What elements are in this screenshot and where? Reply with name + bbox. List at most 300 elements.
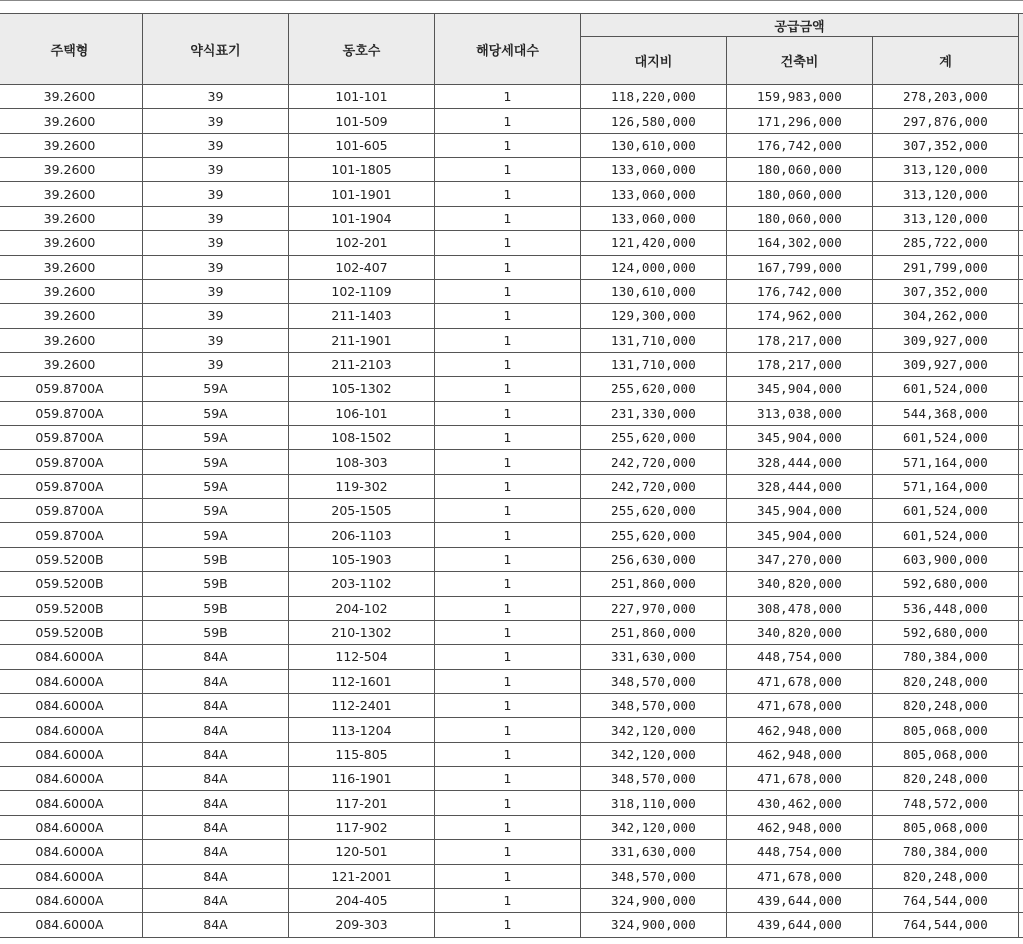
cell-land-cost: 242,720,000 bbox=[581, 474, 727, 498]
cell-extra bbox=[1019, 888, 1023, 912]
cell-land-cost: 318,110,000 bbox=[581, 791, 727, 815]
cell-building-cost: 178,217,000 bbox=[727, 352, 873, 376]
cell-building-cost: 180,060,000 bbox=[727, 182, 873, 206]
cell-total: 805,068,000 bbox=[873, 742, 1019, 766]
cell-households: 1 bbox=[435, 596, 581, 620]
cell-unit-no: 102-407 bbox=[289, 255, 435, 279]
cell-housing-type: 084.6000A bbox=[0, 791, 143, 815]
cell-building-cost: 164,302,000 bbox=[727, 231, 873, 255]
cell-total: 820,248,000 bbox=[873, 767, 1019, 791]
cell-land-cost: 133,060,000 bbox=[581, 182, 727, 206]
table-row bbox=[0, 864, 1023, 888]
cell-building-cost: 439,644,000 bbox=[727, 888, 873, 912]
cell-households: 1 bbox=[435, 182, 581, 206]
cell-total: 313,120,000 bbox=[873, 158, 1019, 182]
table-row bbox=[0, 742, 1023, 766]
cell-unit-no: 108-1502 bbox=[289, 426, 435, 450]
cell-building-cost: 345,904,000 bbox=[727, 523, 873, 547]
header-land-cost: 대지비 bbox=[581, 37, 727, 85]
cell-total: 297,876,000 bbox=[873, 109, 1019, 133]
cell-extra bbox=[1019, 352, 1023, 376]
cell-short-label: 84A bbox=[143, 864, 289, 888]
table-row bbox=[0, 133, 1023, 157]
cell-building-cost: 178,217,000 bbox=[727, 328, 873, 352]
cell-building-cost: 448,754,000 bbox=[727, 840, 873, 864]
table-row bbox=[0, 182, 1023, 206]
cell-building-cost: 340,820,000 bbox=[727, 572, 873, 596]
table-row bbox=[0, 547, 1023, 571]
cell-unit-no: 211-2103 bbox=[289, 352, 435, 376]
cell-land-cost: 242,720,000 bbox=[581, 450, 727, 474]
cell-unit-no: 206-1103 bbox=[289, 523, 435, 547]
header-supply-price: 공급금액 bbox=[581, 14, 1019, 37]
cell-extra bbox=[1019, 620, 1023, 644]
cell-unit-no: 117-902 bbox=[289, 815, 435, 839]
cell-total: 309,927,000 bbox=[873, 328, 1019, 352]
table-row bbox=[0, 109, 1023, 133]
cell-short-label: 39 bbox=[143, 352, 289, 376]
cell-unit-no: 102-201 bbox=[289, 231, 435, 255]
cell-extra bbox=[1019, 109, 1023, 133]
cell-building-cost: 471,678,000 bbox=[727, 669, 873, 693]
cell-total: 544,368,000 bbox=[873, 401, 1019, 425]
cell-households: 1 bbox=[435, 718, 581, 742]
cell-land-cost: 255,620,000 bbox=[581, 499, 727, 523]
cell-households: 1 bbox=[435, 572, 581, 596]
table-row bbox=[0, 620, 1023, 644]
cell-land-cost: 129,300,000 bbox=[581, 304, 727, 328]
cell-total: 536,448,000 bbox=[873, 596, 1019, 620]
cell-unit-no: 101-1805 bbox=[289, 158, 435, 182]
cell-land-cost: 130,610,000 bbox=[581, 133, 727, 157]
cell-total: 601,524,000 bbox=[873, 377, 1019, 401]
cell-land-cost: 126,580,000 bbox=[581, 109, 727, 133]
cell-households: 1 bbox=[435, 620, 581, 644]
cell-total: 304,262,000 bbox=[873, 304, 1019, 328]
cell-housing-type: 059.5200B bbox=[0, 596, 143, 620]
cell-unit-no: 121-2001 bbox=[289, 864, 435, 888]
cell-extra bbox=[1019, 328, 1023, 352]
cell-housing-type: 39.2600 bbox=[0, 133, 143, 157]
cell-unit-no: 211-1901 bbox=[289, 328, 435, 352]
cell-total: 603,900,000 bbox=[873, 547, 1019, 571]
cell-extra bbox=[1019, 669, 1023, 693]
cell-land-cost: 342,120,000 bbox=[581, 718, 727, 742]
cell-short-label: 84A bbox=[143, 669, 289, 693]
cell-total: 278,203,000 bbox=[873, 85, 1019, 109]
cell-housing-type: 084.6000A bbox=[0, 669, 143, 693]
cell-building-cost: 159,983,000 bbox=[727, 85, 873, 109]
cell-unit-no: 102-1109 bbox=[289, 279, 435, 303]
cell-short-label: 59B bbox=[143, 596, 289, 620]
cell-housing-type: 39.2600 bbox=[0, 206, 143, 230]
cell-building-cost: 462,948,000 bbox=[727, 742, 873, 766]
cell-short-label: 59B bbox=[143, 547, 289, 571]
cell-unit-no: 101-605 bbox=[289, 133, 435, 157]
cell-total: 748,572,000 bbox=[873, 791, 1019, 815]
table-row bbox=[0, 206, 1023, 230]
cell-short-label: 59B bbox=[143, 572, 289, 596]
cell-unit-no: 112-2401 bbox=[289, 693, 435, 717]
cell-housing-type: 084.6000A bbox=[0, 767, 143, 791]
cell-total: 805,068,000 bbox=[873, 815, 1019, 839]
cell-building-cost: 313,038,000 bbox=[727, 401, 873, 425]
cell-households: 1 bbox=[435, 693, 581, 717]
cell-unit-no: 210-1302 bbox=[289, 620, 435, 644]
cell-short-label: 39 bbox=[143, 279, 289, 303]
cell-short-label: 84A bbox=[143, 815, 289, 839]
supply-price-table bbox=[0, 13, 1023, 938]
cell-building-cost: 439,644,000 bbox=[727, 913, 873, 937]
cell-total: 764,544,000 bbox=[873, 913, 1019, 937]
cell-short-label: 39 bbox=[143, 109, 289, 133]
cell-households: 1 bbox=[435, 669, 581, 693]
cell-extra bbox=[1019, 426, 1023, 450]
cell-total: 820,248,000 bbox=[873, 669, 1019, 693]
cell-housing-type: 39.2600 bbox=[0, 279, 143, 303]
cell-unit-no: 204-102 bbox=[289, 596, 435, 620]
cell-extra bbox=[1019, 767, 1023, 791]
cell-building-cost: 345,904,000 bbox=[727, 499, 873, 523]
cell-land-cost: 131,710,000 bbox=[581, 352, 727, 376]
table-row bbox=[0, 645, 1023, 669]
cell-extra bbox=[1019, 645, 1023, 669]
cell-land-cost: 124,000,000 bbox=[581, 255, 727, 279]
cell-building-cost: 176,742,000 bbox=[727, 279, 873, 303]
cell-unit-no: 101-1904 bbox=[289, 206, 435, 230]
cell-unit-no: 203-1102 bbox=[289, 572, 435, 596]
cell-households: 1 bbox=[435, 474, 581, 498]
table-row bbox=[0, 840, 1023, 864]
table-row bbox=[0, 304, 1023, 328]
cell-land-cost: 324,900,000 bbox=[581, 888, 727, 912]
cell-land-cost: 255,620,000 bbox=[581, 523, 727, 547]
table-row bbox=[0, 231, 1023, 255]
cell-housing-type: 39.2600 bbox=[0, 352, 143, 376]
cell-short-label: 39 bbox=[143, 328, 289, 352]
cell-households: 1 bbox=[435, 109, 581, 133]
cell-total: 313,120,000 bbox=[873, 206, 1019, 230]
cell-short-label: 59A bbox=[143, 523, 289, 547]
table-row bbox=[0, 669, 1023, 693]
cell-total: 764,544,000 bbox=[873, 888, 1019, 912]
cell-households: 1 bbox=[435, 450, 581, 474]
cell-short-label: 84A bbox=[143, 913, 289, 937]
cell-short-label: 59A bbox=[143, 426, 289, 450]
cell-extra bbox=[1019, 304, 1023, 328]
table-row bbox=[0, 888, 1023, 912]
cell-short-label: 59A bbox=[143, 474, 289, 498]
cell-total: 780,384,000 bbox=[873, 840, 1019, 864]
table-row bbox=[0, 791, 1023, 815]
cell-extra bbox=[1019, 255, 1023, 279]
cell-land-cost: 118,220,000 bbox=[581, 85, 727, 109]
cell-unit-no: 204-405 bbox=[289, 888, 435, 912]
cell-households: 1 bbox=[435, 547, 581, 571]
table-row bbox=[0, 572, 1023, 596]
cell-building-cost: 176,742,000 bbox=[727, 133, 873, 157]
cell-households: 1 bbox=[435, 255, 581, 279]
cell-total: 309,927,000 bbox=[873, 352, 1019, 376]
cell-housing-type: 084.6000A bbox=[0, 864, 143, 888]
cell-land-cost: 256,630,000 bbox=[581, 547, 727, 571]
cell-housing-type: 084.6000A bbox=[0, 718, 143, 742]
cell-households: 1 bbox=[435, 791, 581, 815]
cell-land-cost: 231,330,000 bbox=[581, 401, 727, 425]
cell-extra bbox=[1019, 231, 1023, 255]
cell-land-cost: 348,570,000 bbox=[581, 693, 727, 717]
table-row bbox=[0, 85, 1023, 109]
cell-total: 313,120,000 bbox=[873, 182, 1019, 206]
cell-short-label: 84A bbox=[143, 767, 289, 791]
cell-land-cost: 130,610,000 bbox=[581, 279, 727, 303]
cell-households: 1 bbox=[435, 231, 581, 255]
cell-extra bbox=[1019, 206, 1023, 230]
cell-building-cost: 171,296,000 bbox=[727, 109, 873, 133]
cell-building-cost: 345,904,000 bbox=[727, 377, 873, 401]
header-extra-column bbox=[1019, 14, 1023, 85]
cell-short-label: 39 bbox=[143, 182, 289, 206]
cell-unit-no: 105-1903 bbox=[289, 547, 435, 571]
cell-housing-type: 39.2600 bbox=[0, 231, 143, 255]
cell-short-label: 59B bbox=[143, 620, 289, 644]
cell-households: 1 bbox=[435, 206, 581, 230]
cell-total: 592,680,000 bbox=[873, 620, 1019, 644]
cell-unit-no: 209-303 bbox=[289, 913, 435, 937]
cell-extra bbox=[1019, 158, 1023, 182]
cell-total: 601,524,000 bbox=[873, 499, 1019, 523]
header-short-label: 약식표기 bbox=[143, 14, 289, 85]
cell-short-label: 59A bbox=[143, 450, 289, 474]
cell-extra bbox=[1019, 596, 1023, 620]
cell-short-label: 39 bbox=[143, 255, 289, 279]
cell-housing-type: 059.8700A bbox=[0, 377, 143, 401]
cell-extra bbox=[1019, 377, 1023, 401]
cell-households: 1 bbox=[435, 352, 581, 376]
cell-building-cost: 345,904,000 bbox=[727, 426, 873, 450]
cell-households: 1 bbox=[435, 304, 581, 328]
cell-extra bbox=[1019, 791, 1023, 815]
table-row bbox=[0, 499, 1023, 523]
cell-total: 601,524,000 bbox=[873, 426, 1019, 450]
cell-extra bbox=[1019, 742, 1023, 766]
cell-unit-no: 119-302 bbox=[289, 474, 435, 498]
cell-land-cost: 131,710,000 bbox=[581, 328, 727, 352]
cell-total: 571,164,000 bbox=[873, 474, 1019, 498]
cell-building-cost: 174,962,000 bbox=[727, 304, 873, 328]
cell-building-cost: 462,948,000 bbox=[727, 815, 873, 839]
cell-extra bbox=[1019, 474, 1023, 498]
cell-extra bbox=[1019, 499, 1023, 523]
table-row bbox=[0, 255, 1023, 279]
cell-total: 571,164,000 bbox=[873, 450, 1019, 474]
table-body bbox=[0, 85, 1023, 938]
cell-unit-no: 211-1403 bbox=[289, 304, 435, 328]
cell-extra bbox=[1019, 864, 1023, 888]
cell-households: 1 bbox=[435, 815, 581, 839]
cell-households: 1 bbox=[435, 913, 581, 937]
cell-households: 1 bbox=[435, 840, 581, 864]
cell-total: 820,248,000 bbox=[873, 864, 1019, 888]
table-row bbox=[0, 426, 1023, 450]
cell-housing-type: 084.6000A bbox=[0, 913, 143, 937]
cell-land-cost: 342,120,000 bbox=[581, 742, 727, 766]
cell-households: 1 bbox=[435, 401, 581, 425]
cell-housing-type: 084.6000A bbox=[0, 693, 143, 717]
cell-extra bbox=[1019, 693, 1023, 717]
header-housing-type: 주택형 bbox=[0, 14, 143, 85]
cell-extra bbox=[1019, 182, 1023, 206]
cell-housing-type: 059.8700A bbox=[0, 499, 143, 523]
cell-short-label: 59A bbox=[143, 499, 289, 523]
table-row bbox=[0, 401, 1023, 425]
table-row bbox=[0, 474, 1023, 498]
cell-total: 601,524,000 bbox=[873, 523, 1019, 547]
header-unit-no: 동호수 bbox=[289, 14, 435, 85]
cell-unit-no: 106-101 bbox=[289, 401, 435, 425]
cell-households: 1 bbox=[435, 85, 581, 109]
cell-land-cost: 251,860,000 bbox=[581, 620, 727, 644]
cell-short-label: 39 bbox=[143, 85, 289, 109]
cell-housing-type: 39.2600 bbox=[0, 85, 143, 109]
table-row bbox=[0, 523, 1023, 547]
table-row bbox=[0, 158, 1023, 182]
cell-housing-type: 39.2600 bbox=[0, 109, 143, 133]
cell-households: 1 bbox=[435, 888, 581, 912]
cell-land-cost: 121,420,000 bbox=[581, 231, 727, 255]
table-row bbox=[0, 815, 1023, 839]
cell-housing-type: 39.2600 bbox=[0, 304, 143, 328]
cell-building-cost: 340,820,000 bbox=[727, 620, 873, 644]
cell-land-cost: 133,060,000 bbox=[581, 206, 727, 230]
cell-building-cost: 180,060,000 bbox=[727, 206, 873, 230]
cell-housing-type: 059.8700A bbox=[0, 474, 143, 498]
cell-unit-no: 108-303 bbox=[289, 450, 435, 474]
cell-short-label: 84A bbox=[143, 693, 289, 717]
cell-housing-type: 084.6000A bbox=[0, 888, 143, 912]
cell-unit-no: 205-1505 bbox=[289, 499, 435, 523]
cell-households: 1 bbox=[435, 377, 581, 401]
cell-short-label: 39 bbox=[143, 133, 289, 157]
cell-households: 1 bbox=[435, 279, 581, 303]
cell-extra bbox=[1019, 547, 1023, 571]
cell-building-cost: 328,444,000 bbox=[727, 450, 873, 474]
table-row bbox=[0, 913, 1023, 937]
cell-households: 1 bbox=[435, 742, 581, 766]
cell-land-cost: 227,970,000 bbox=[581, 596, 727, 620]
cell-building-cost: 347,270,000 bbox=[727, 547, 873, 571]
cell-extra bbox=[1019, 85, 1023, 109]
cell-housing-type: 059.5200B bbox=[0, 572, 143, 596]
cell-land-cost: 255,620,000 bbox=[581, 426, 727, 450]
cell-land-cost: 331,630,000 bbox=[581, 645, 727, 669]
cell-land-cost: 331,630,000 bbox=[581, 840, 727, 864]
cell-short-label: 84A bbox=[143, 718, 289, 742]
cell-households: 1 bbox=[435, 426, 581, 450]
cell-land-cost: 342,120,000 bbox=[581, 815, 727, 839]
cell-total: 307,352,000 bbox=[873, 133, 1019, 157]
cell-unit-no: 112-1601 bbox=[289, 669, 435, 693]
cell-unit-no: 101-101 bbox=[289, 85, 435, 109]
table-row bbox=[0, 767, 1023, 791]
cell-housing-type: 059.5200B bbox=[0, 620, 143, 644]
cell-unit-no: 112-504 bbox=[289, 645, 435, 669]
cell-housing-type: 39.2600 bbox=[0, 182, 143, 206]
cell-extra bbox=[1019, 840, 1023, 864]
table-row bbox=[0, 352, 1023, 376]
cell-households: 1 bbox=[435, 499, 581, 523]
table-row bbox=[0, 328, 1023, 352]
cell-short-label: 39 bbox=[143, 231, 289, 255]
cell-building-cost: 471,678,000 bbox=[727, 693, 873, 717]
cell-land-cost: 324,900,000 bbox=[581, 913, 727, 937]
cell-short-label: 39 bbox=[143, 206, 289, 230]
cell-total: 291,799,000 bbox=[873, 255, 1019, 279]
cell-building-cost: 180,060,000 bbox=[727, 158, 873, 182]
cell-total: 780,384,000 bbox=[873, 645, 1019, 669]
table-row bbox=[0, 596, 1023, 620]
cell-extra bbox=[1019, 572, 1023, 596]
cell-housing-type: 084.6000A bbox=[0, 815, 143, 839]
top-border-line bbox=[0, 0, 1023, 1]
cell-unit-no: 105-1302 bbox=[289, 377, 435, 401]
cell-unit-no: 101-1901 bbox=[289, 182, 435, 206]
cell-housing-type: 059.8700A bbox=[0, 401, 143, 425]
table-row bbox=[0, 279, 1023, 303]
table-row bbox=[0, 718, 1023, 742]
cell-total: 307,352,000 bbox=[873, 279, 1019, 303]
cell-building-cost: 167,799,000 bbox=[727, 255, 873, 279]
cell-land-cost: 133,060,000 bbox=[581, 158, 727, 182]
cell-housing-type: 084.6000A bbox=[0, 840, 143, 864]
cell-land-cost: 251,860,000 bbox=[581, 572, 727, 596]
table-row bbox=[0, 450, 1023, 474]
cell-extra bbox=[1019, 815, 1023, 839]
cell-land-cost: 348,570,000 bbox=[581, 669, 727, 693]
cell-short-label: 39 bbox=[143, 158, 289, 182]
cell-households: 1 bbox=[435, 767, 581, 791]
cell-housing-type: 059.5200B bbox=[0, 547, 143, 571]
cell-extra bbox=[1019, 401, 1023, 425]
cell-households: 1 bbox=[435, 523, 581, 547]
cell-extra bbox=[1019, 913, 1023, 937]
cell-short-label: 84A bbox=[143, 840, 289, 864]
cell-extra bbox=[1019, 279, 1023, 303]
cell-building-cost: 462,948,000 bbox=[727, 718, 873, 742]
cell-total: 592,680,000 bbox=[873, 572, 1019, 596]
cell-total: 820,248,000 bbox=[873, 693, 1019, 717]
cell-unit-no: 113-1204 bbox=[289, 718, 435, 742]
cell-short-label: 84A bbox=[143, 645, 289, 669]
header-households: 해당세대수 bbox=[435, 14, 581, 85]
cell-short-label: 84A bbox=[143, 888, 289, 912]
cell-land-cost: 348,570,000 bbox=[581, 767, 727, 791]
table-header bbox=[0, 14, 1023, 85]
cell-housing-type: 059.8700A bbox=[0, 450, 143, 474]
cell-short-label: 59A bbox=[143, 401, 289, 425]
cell-households: 1 bbox=[435, 158, 581, 182]
cell-housing-type: 39.2600 bbox=[0, 328, 143, 352]
cell-building-cost: 430,462,000 bbox=[727, 791, 873, 815]
cell-extra bbox=[1019, 450, 1023, 474]
cell-short-label: 39 bbox=[143, 304, 289, 328]
cell-land-cost: 255,620,000 bbox=[581, 377, 727, 401]
cell-unit-no: 117-201 bbox=[289, 791, 435, 815]
cell-unit-no: 120-501 bbox=[289, 840, 435, 864]
cell-land-cost: 348,570,000 bbox=[581, 864, 727, 888]
table-row bbox=[0, 377, 1023, 401]
header-total: 계 bbox=[873, 37, 1019, 85]
